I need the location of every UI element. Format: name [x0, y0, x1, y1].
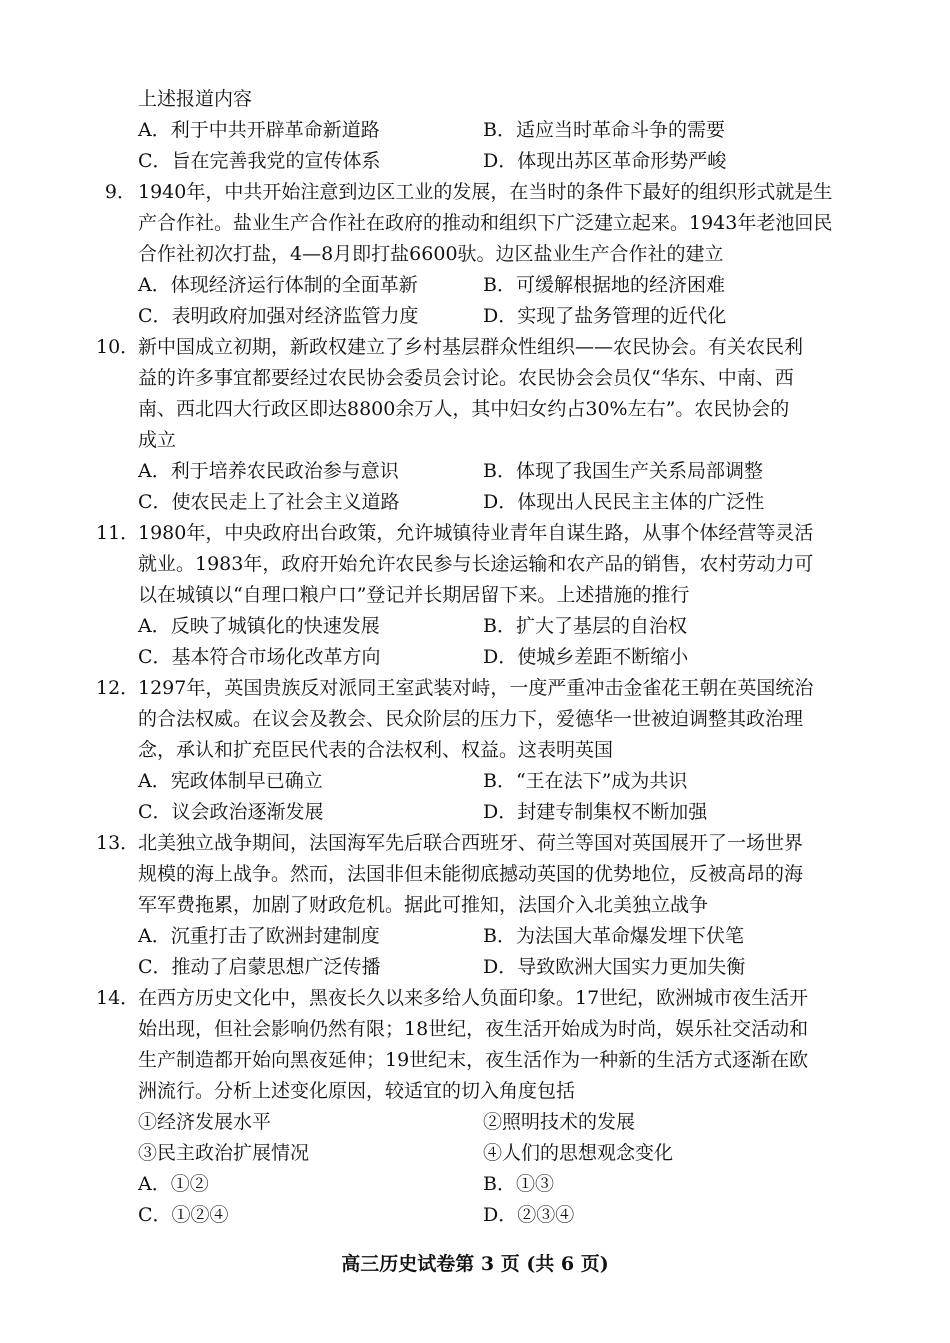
option-d: D．导致欧洲大国实力更加失衡	[483, 956, 746, 978]
question-stem-line: 益的许多事宜都要经过农民协会委员会讨论。农民协会会员仅“华东、中南、西	[138, 367, 794, 389]
question-9-options	[124, 270, 860, 332]
question-stem-line: 生产制造都开始向黑夜延伸；19世纪末，夜生活作为一种新的生活方式逐渐在欧	[138, 1049, 809, 1071]
option-b: B．“王在法下”成为共识	[483, 770, 688, 792]
question-stem-line: 念，承认和扩充臣民代表的合法权利、权益。这表明英国	[138, 739, 614, 761]
question-stem-line: 始出现，但社会影响仍然有限；18世纪，夜生活开始成为时尚，娱乐社交活动和	[138, 1018, 809, 1040]
option-a: A．体现经济运行体制的全面革新	[138, 274, 418, 296]
option-c: C．基本符合市场化改革方向	[138, 646, 381, 668]
question-number: 10．	[96, 336, 140, 358]
option-a: A．反映了城镇化的快速发展	[138, 615, 380, 637]
option-b: B．体现了我国生产关系局部调整	[483, 460, 763, 482]
sub-item-3: ③民主政治扩展情况	[138, 1142, 310, 1164]
page-content	[96, 84, 860, 1231]
question-stem-line: 成立	[138, 429, 177, 451]
option-d: D．封建专制集权不断加强	[483, 801, 708, 823]
question-10-options	[124, 456, 860, 518]
question-14	[96, 983, 860, 1107]
option-b: B．扩大了基层的自治权	[483, 615, 687, 637]
question-stem-line: 的合法权威。在议会及教会、民众阶层的压力下，爱德华一世被迫调整其政治理	[138, 708, 804, 730]
question-stem-line: 以在城镇以“自理口粮户口”登记并长期居留下来。上述措施的推行	[138, 584, 690, 606]
question-number: 11．	[96, 522, 140, 544]
option-c: C．旨在完善我党的宣传体系	[138, 150, 381, 172]
option-a: A．①②	[138, 1173, 209, 1195]
question-stem-line: 1980年，中央政府出台政策，允许城镇待业青年自谋生路，从事个体经营等灵活	[138, 522, 814, 544]
question-stem-line: 合作社初次打盐，4—8月即打盐6600驮。边区盐业生产合作社的建立	[138, 243, 724, 265]
question-13-options	[124, 921, 860, 983]
question-10	[96, 332, 860, 456]
question-12-options	[124, 766, 860, 828]
question-stem-line: 1297年，英国贵族反对派同王室武装对峙，一度严重冲击金雀花王朝在英国统治	[138, 677, 814, 699]
option-a: A．利于培养农民政治参与意识	[138, 460, 399, 482]
option-b: B．为法国大革命爆发埋下伏笔	[483, 925, 744, 947]
sub-item-1: ①经济发展水平	[138, 1111, 272, 1133]
question-14-options	[124, 1169, 860, 1231]
question-12	[96, 673, 860, 766]
question-stem-line: 洲流行。分析上述变化原因，较适宜的切入角度包括	[138, 1080, 576, 1102]
question-stem-line: 就业。1983年，政府开始允许农民参与长途运输和农产品的销售，农村劳动力可	[138, 553, 814, 575]
question-14-sub-items	[124, 1107, 860, 1169]
question-11-options	[124, 611, 860, 673]
question-stem-line: 北美独立战争期间，法国海军先后联合西班牙、荷兰等国对英国展开了一场世界	[138, 832, 804, 854]
question-stem-line: 在西方历史文化中，黑夜长久以来多给人负面印象。17世纪，欧洲城市夜生活开	[138, 987, 809, 1009]
question-number: 13．	[96, 832, 140, 854]
page-footer: 高三历史试卷第 3 页 (共 6 页)	[341, 1253, 609, 1275]
option-c: C．使农民走上了社会主义道路	[138, 491, 400, 513]
question-stem-line: 南、西北四大行政区即达8800余万人，其中妇女约占30%左右”。农民协会的	[138, 398, 790, 420]
question-number: 9．	[104, 181, 136, 203]
question-stem-line: 上述报道内容	[138, 88, 253, 110]
option-a: A．利于中共开辟革命新道路	[138, 119, 380, 141]
option-d: D．②③④	[483, 1204, 575, 1226]
question-number: 12．	[96, 677, 140, 699]
option-c: C．①②④	[138, 1204, 229, 1226]
question-stem-line: 新中国成立初期，新政权建立了乡村基层群众性组织——农民协会。有关农民利	[138, 336, 804, 358]
option-b: B．可缓解根据地的经济困难	[483, 274, 725, 296]
question-stem-line: 军军费拖累，加剧了财政危机。据此可推知，法国介入北美独立战争	[138, 894, 709, 916]
question-number: 14．	[96, 987, 140, 1009]
question-stem-line: 1940年，中共开始注意到边区工业的发展，在当时的条件下最好的组织形式就是生	[138, 181, 833, 203]
question-8-options	[124, 115, 860, 177]
option-d: D．体现出苏区革命形势严峻	[483, 150, 727, 172]
option-d: D．体现出人民民主主体的广泛性	[483, 491, 765, 513]
question-13	[96, 828, 860, 921]
question-stem-line: 产合作社。盐业生产合作社在政府的推动和组织下广泛建立起来。1943年老池回民	[138, 212, 833, 234]
option-d: D．实现了盐务管理的近代化	[483, 305, 727, 327]
question-9	[104, 177, 860, 270]
option-c: C．推动了启蒙思想广泛传播	[138, 956, 381, 978]
option-b: B．适应当时革命斗争的需要	[483, 119, 725, 141]
option-b: B．①③	[483, 1173, 554, 1195]
option-c: C．议会政治逐渐发展	[138, 801, 324, 823]
option-d: D．使城乡差距不断缩小	[483, 646, 689, 668]
question-8-tail	[124, 84, 860, 115]
sub-item-2: ②照明技术的发展	[483, 1111, 636, 1133]
sub-item-4: ④人们的思想观念变化	[483, 1142, 674, 1164]
option-c: C．表明政府加强对经济监管力度	[138, 305, 419, 327]
option-a: A．宪政体制早已确立	[138, 770, 323, 792]
question-11	[96, 518, 860, 611]
question-stem-line: 规模的海上战争。然而，法国非但未能彻底撼动英国的优势地位，反被高昂的海	[138, 863, 804, 885]
option-a: A．沉重打击了欧洲封建制度	[138, 925, 380, 947]
